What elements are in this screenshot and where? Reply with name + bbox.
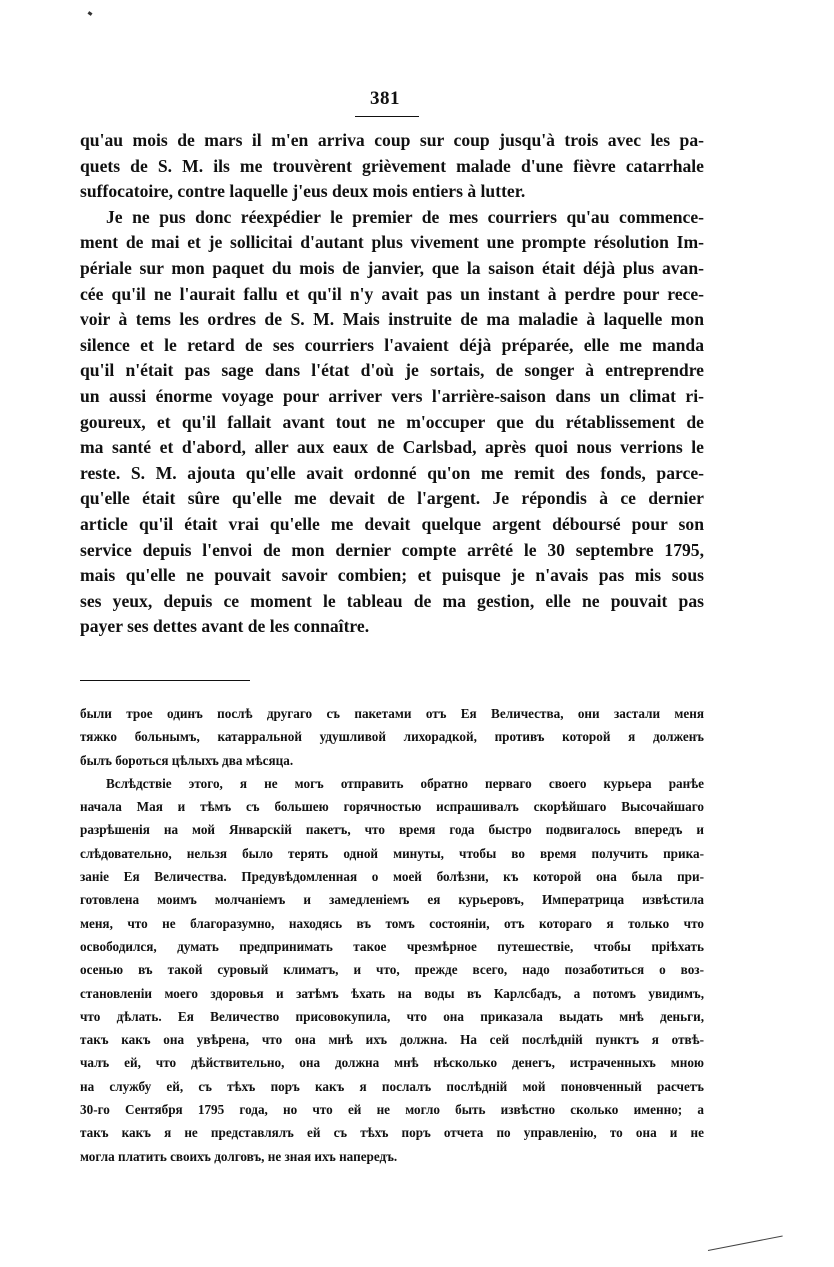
french-line: qu'elle était sûre qu'elle me devait de l'argent. Je répondis à ce dernier: [80, 488, 704, 509]
french-line: un aussi énorme voyage pour arriver vers l'arrière-saison dans un climat ri-: [80, 385, 704, 406]
footnote-divider: [80, 680, 250, 681]
russian-line: на службу ей, съ тѣхъ поръ какъ я послалъ послѣдній мой поновченный расчетъ: [80, 1078, 704, 1094]
russian-line: разрѣшенія на мой Январскій пакетъ, что время года быстро подвигалось впередъ и: [80, 822, 704, 838]
french-line: ma santé et d'abord, aller aux eaux de Carlsbad, après quoi nous verrions le: [80, 437, 704, 458]
russian-line: были трое одинъ послѣ другаго съ пакетами отъ Ея Величества, они застали меня: [80, 706, 704, 721]
russian-line: былъ бороться цѣлыхъ два мѣсяца.: [80, 752, 294, 768]
french-line: cée qu'il ne l'aurait fallu et qu'il n'y avait pas un instant à perdre pour rece-: [80, 283, 704, 304]
french-line: silence et le retard de ses courriers l'avaient déjà préparée, elle me manda: [80, 334, 704, 355]
french-line: article qu'il était vrai qu'elle me devait quelque argent déboursé pour son: [80, 513, 704, 534]
french-line: qu'au mois de mars il m'en arriva coup sur coup jusqu'à trois avec les pa-: [80, 130, 704, 150]
russian-line: заніе Ея Величества. Предувѣдомленная о моей болѣзни, къ которой она была при-: [80, 869, 704, 885]
french-line: quets de S. M. ils me trouvèrent grièvement malade d'une fièvre catarrhale: [80, 155, 704, 176]
page-number-underline: [355, 116, 419, 117]
french-line: périale sur mon paquet du mois de janvier, que la saison était déjà plus avan-: [80, 257, 704, 278]
french-line: mais qu'elle ne pouvait savoir combien; et puisque je n'avais pas mis sous: [80, 565, 704, 586]
page-number: 381: [370, 88, 400, 109]
russian-line: чалъ ей, что дѣйствительно, она должна мнѣ нѣсколько денегъ, истраченныхъ мною: [80, 1055, 704, 1071]
russian-line: что дѣлать. Ея Величество присовокупила, что она приказала выдать мнѣ деньги,: [80, 1008, 704, 1024]
russian-line: такъ какъ я не представлялъ ей съ тѣхъ поръ отчета по управленію, то она и не: [80, 1125, 704, 1141]
scan-stray-line: [708, 1236, 783, 1251]
russian-line: становленіи моего здоровья и затѣмъ ѣхать на воды въ Карлсбадъ, а потомъ увидимъ,: [80, 985, 704, 1001]
russian-line: могла платить своихъ долговъ, не зная ихъ напередъ.: [80, 1148, 398, 1164]
french-line: ment de mai et je sollicitai d'autant plus vivement une prompte résolution Im-: [80, 232, 704, 253]
russian-translation-text: [80, 702, 704, 1168]
french-line: Je ne pus donc réexpédier le premier de mes courriers qu'au commence-: [106, 206, 704, 227]
russian-line: Вслѣдствіе этого, я не могъ отправить обратно перваго своего курьера ранѣе: [106, 775, 704, 791]
french-line: qu'il n'était pas sage dans l'état d'où je sortais, de songer à entreprendre: [80, 360, 704, 381]
french-line: service depuis l'envoi de mon dernier compte arrêté le 30 septembre 1795,: [80, 539, 704, 560]
french-main-text: [80, 128, 704, 640]
french-line: reste. S. M. ajouta qu'elle avait ordonné qu'on me remit des fonds, parce-: [80, 462, 704, 483]
russian-line: меня, что не благоразумно, находясь въ томъ состояніи, отъ котораго я только что: [80, 915, 704, 931]
russian-line: 30-го Сентября 1795 года, но что ей не могло быть извѣстно сколько именно; а: [80, 1102, 704, 1118]
russian-line: тяжко больнымъ, катарральной удушливой лихорадкой, противъ которой я долженъ: [80, 729, 704, 745]
russian-line: осенью въ такой суровый климатъ, и что, прежде всего, надо позаботиться о воз-: [80, 962, 704, 978]
french-line: suffocatoire, contre laquelle j'eus deux mois entiers à lutter.: [80, 181, 526, 202]
scan-speck: [88, 11, 93, 16]
french-line: voir à tems les ordres de S. M. Mais instruite de ma maladie à laquelle mon: [80, 309, 704, 330]
russian-line: такъ какъ она увѣрена, что она мнѣ ихъ должна. На сей послѣдній пунктъ я отвѣ-: [80, 1032, 704, 1048]
russian-line: освободился, думать предпринимать такое чрезмѣрное путешествіе, чтобы пріѣхать: [80, 938, 704, 954]
russian-line: готовлена моимъ молчаніемъ и замедленіемъ ея курьеровъ, Императрица извѣстила: [80, 892, 704, 908]
russian-line: начала Мая и тѣмъ съ большею горячностью испрашивалъ скорѣйшаго Высочайшаго: [80, 799, 704, 815]
russian-line: слѣдовательно, нельзя было терять одной минуты, чтобы во время получить прика-: [80, 845, 704, 861]
french-line: ses yeux, depuis ce moment le tableau de ma gestion, elle ne pouvait pas: [80, 590, 704, 611]
french-line: goureux, et qu'il fallait avant tout ne m'occuper que du rétablissement de: [80, 411, 704, 432]
french-line: payer ses dettes avant de les connaître.: [80, 616, 370, 637]
